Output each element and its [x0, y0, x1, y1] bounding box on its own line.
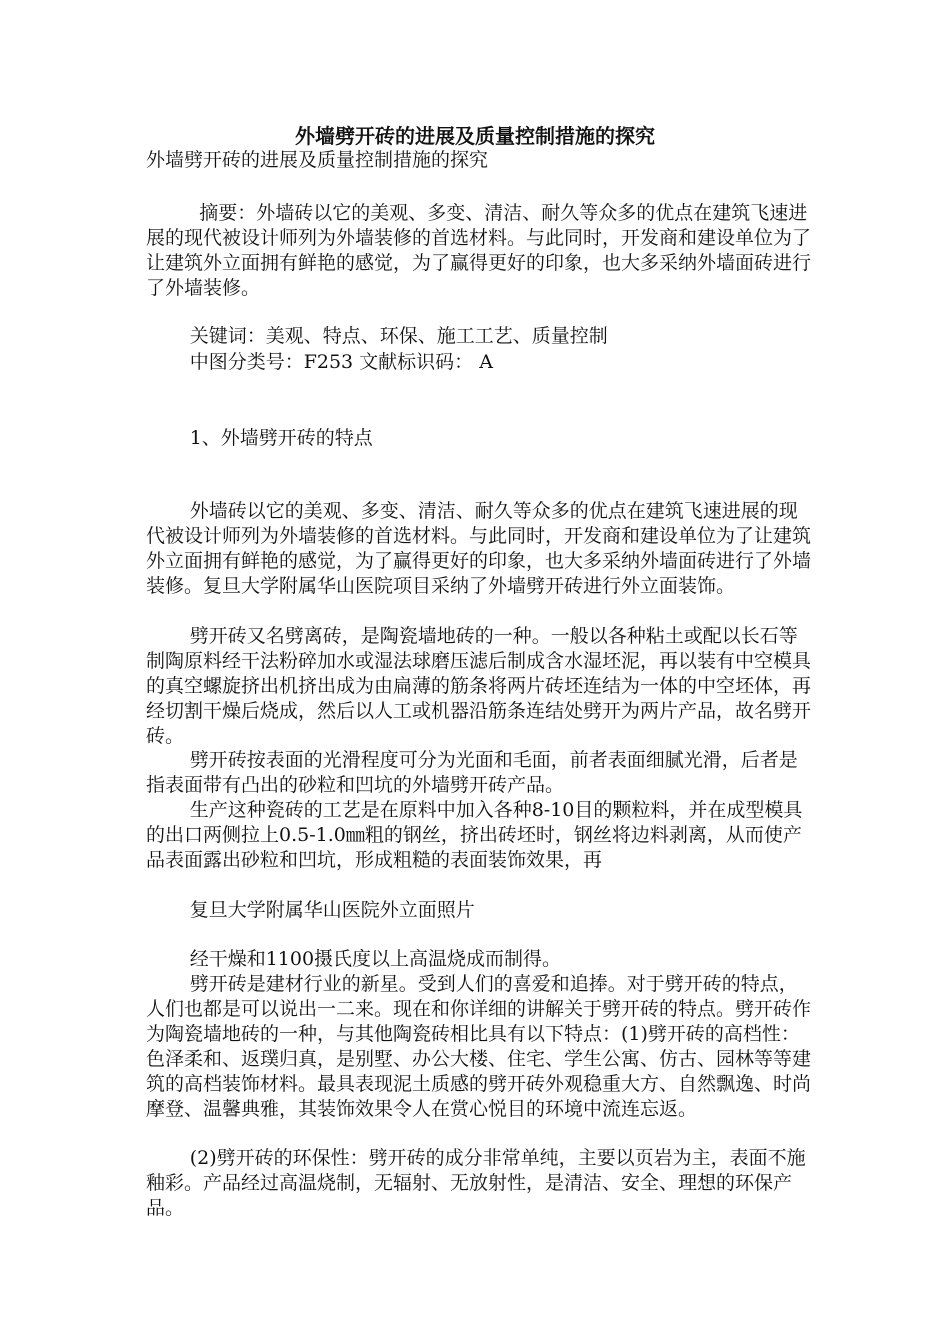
body-paragraph: 经干燥和1100摄氏度以上高温烧成而制得。 [189, 948, 562, 970]
body-paragraph: 外墙砖以它的美观、多变、清洁、耐久等众多的优点在建筑飞速进展的现代被设计师列为外墙装修的首选材料。与此同时，开发商和建设单位为了让建筑外立面拥有鲜艳的感觉，为了赢得更好的印象，也大多采纳外墙面砖进行了外墙装修。复旦大学附属华山医院项目采纳了外墙劈开砖进行外立面装饰。 [146, 500, 812, 597]
document-title: 外墙劈开砖的进展及质量控制措施的探究 [295, 124, 655, 148]
classification-line: 中图分类号：F253 文献标识码： A [189, 351, 493, 373]
body-paragraph: 劈开砖是建材行业的新星。受到人们的喜爱和追捧。对于劈开砖的特点，人们也都是可以说出一二来。现在和你详细的讲解关于劈开砖的特点。劈开砖作为陶瓷墙地砖的一种，与其他陶瓷砖相比具有以下特点：(1)劈开砖的高档性：色泽柔和、返璞归真，是别墅、办公大楼、住宅、学生公寓、仿古、园林等等建筑的高档装饰材料。最具表现泥土质感的劈开砖外观稳重大方、自然飘逸、时尚摩登、温馨典雅，其装饰效果令人在赏心悦目的环境中流连忘返。 [146, 973, 812, 1120]
abstract-paragraph: 摘要：外墙砖以它的美观、多变、清洁、耐久等众多的优点在建筑飞速进展的现代被设计师列为外墙装修的首选材料。与此同时，开发商和建设单位为了让建筑外立面拥有鲜艳的感觉，为了赢得更好的印象，也大多采纳外墙面砖进行了外墙装修。 [146, 202, 812, 299]
body-paragraph: (2)劈开砖的环保性：劈开砖的成分非常单纯，主要以页岩为主，表面不施釉彩。产品经过高温烧制，无辐射、无放射性，是清洁、安全、理想的环保产品。 [146, 1147, 806, 1219]
body-paragraph: 生产这种瓷砖的工艺是在原料中加入各种8-10目的颗粒料，并在成型模具的出口两侧拉上0.5-1.0㎜粗的钢丝，挤出砖坯时，钢丝将边料剥离，从而使产品表面露出砂粒和凹坑，形成粗糙的表面装饰效果，再 [146, 799, 803, 871]
section-heading-1: 1、外墙劈开砖的特点 [189, 427, 373, 449]
body-paragraph: 劈开砖又名劈离砖，是陶瓷墙地砖的一种。一般以各种粘土或配以长石等制陶原料经干法粉碎加水或湿法球磨压滤后制成含水湿坯泥，再以装有中空模具的真空螺旋挤出机挤出成为由扁薄的筋条将两片砖坯连结为一体的中空坯体，再经切割干燥后烧成，然后以人工或机器沿筋条连结处劈开为两片产品，故名劈开砖。 [146, 625, 812, 747]
keywords-line: 关键词：美观、特点、环保、施工工艺、质量控制 [189, 325, 608, 347]
document-subtitle: 外墙劈开砖的进展及质量控制措施的探究 [146, 149, 489, 171]
photo-caption: 复旦大学附属华山医院外立面照片 [189, 899, 475, 921]
body-paragraph: 劈开砖按表面的光滑程度可分为光面和毛面，前者表面细腻光滑，后者是指表面带有凸出的砂粒和凹坑的外墙劈开砖产品。 [146, 749, 798, 796]
